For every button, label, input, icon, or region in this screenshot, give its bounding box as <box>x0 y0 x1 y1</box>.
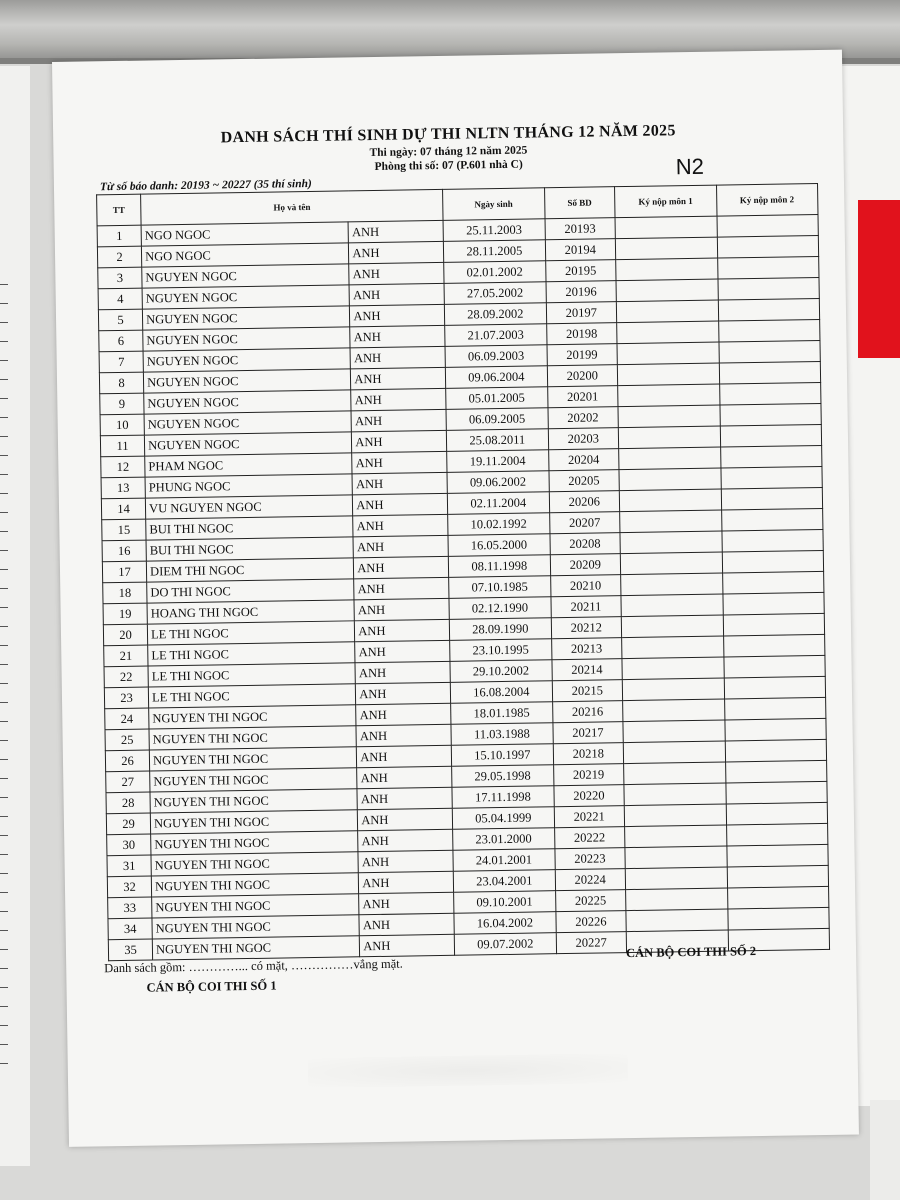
row-dob: 05.04.1999 <box>452 807 554 830</box>
row-sign-2 <box>727 865 829 888</box>
row-candidate-number: 20207 <box>549 512 620 534</box>
row-sign-2 <box>720 466 822 489</box>
row-number: 26 <box>105 750 149 772</box>
row-sign-2 <box>723 655 825 678</box>
row-candidate-number: 20205 <box>549 470 620 492</box>
row-surname: NGUYEN THI NGOC <box>152 894 360 918</box>
row-surname: LE THI NGOC <box>148 663 356 687</box>
row-given-name: ANH <box>357 745 452 767</box>
row-candidate-number: 20213 <box>551 638 622 660</box>
row-number: 35 <box>108 939 152 961</box>
row-number: 5 <box>98 309 142 331</box>
row-surname: LE THI NGOC <box>148 684 356 708</box>
row-number: 23 <box>104 687 148 709</box>
row-dob: 07.10.1985 <box>449 576 551 599</box>
row-candidate-number: 20217 <box>553 722 624 744</box>
row-number: 12 <box>101 456 145 478</box>
row-candidate-number: 20225 <box>555 890 626 912</box>
row-sign-1 <box>622 678 724 701</box>
row-sign-2 <box>717 256 819 279</box>
row-given-name: ANH <box>350 346 445 368</box>
row-given-name: ANH <box>358 808 453 830</box>
row-dob: 10.02.1992 <box>448 513 550 536</box>
exam-date: Thi ngày: 07 tháng 12 năm 2025 <box>369 144 528 160</box>
row-dob: 19.11.2004 <box>447 450 549 473</box>
row-given-name: ANH <box>358 829 453 851</box>
row-sign-2 <box>724 676 826 699</box>
row-given-name: ANH <box>350 325 445 347</box>
row-number: 28 <box>106 792 150 814</box>
row-sign-1 <box>624 783 726 806</box>
row-sign-2 <box>719 382 821 405</box>
table-body <box>97 214 829 960</box>
adjacent-sheet-bottom <box>870 1100 900 1200</box>
row-surname: NGO NGOC <box>141 243 349 267</box>
row-given-name: ANH <box>349 283 444 305</box>
row-sign-1 <box>619 447 721 470</box>
row-sign-1 <box>621 573 723 596</box>
row-sign-2 <box>719 340 821 363</box>
row-number: 10 <box>100 414 144 436</box>
row-number: 29 <box>106 813 150 835</box>
row-sign-2 <box>726 802 828 825</box>
row-given-name: ANH <box>351 409 446 431</box>
row-sign-2 <box>722 592 824 615</box>
row-surname: LE THI NGOC <box>148 642 356 666</box>
adjacent-sheet-left <box>0 66 30 1166</box>
row-given-name: ANH <box>349 262 444 284</box>
row-given-name: ANH <box>355 640 450 662</box>
row-given-name: ANH <box>356 703 451 725</box>
row-dob: 23.01.2000 <box>453 828 555 851</box>
row-candidate-number: 20198 <box>546 323 617 345</box>
row-sign-1 <box>625 867 727 890</box>
row-candidate-number: 20201 <box>547 386 618 408</box>
row-sign-1 <box>619 489 721 512</box>
row-surname: NGUYEN THI NGOC <box>149 747 357 771</box>
row-surname: BUI THI NGOC <box>146 537 354 561</box>
paper-shadow <box>308 1053 628 1088</box>
row-given-name: ANH <box>351 388 446 410</box>
row-sign-2 <box>724 718 826 741</box>
candidate-range: Từ số báo danh: 20193 ~ 20227 (35 thí sinh) <box>99 177 312 194</box>
row-number: 20 <box>103 624 147 646</box>
row-candidate-number: 20210 <box>550 575 621 597</box>
row-dob: 11.03.1988 <box>451 723 553 746</box>
row-candidate-number: 20218 <box>553 743 624 765</box>
row-dob: 24.01.2001 <box>453 849 555 872</box>
row-dob: 09.10.2001 <box>454 891 556 914</box>
row-candidate-number: 20197 <box>546 302 617 324</box>
row-sign-1 <box>625 825 727 848</box>
row-surname: VU NGUYEN NGOC <box>145 495 353 519</box>
row-sign-2 <box>720 403 822 426</box>
row-surname: PHAM NGOC <box>145 453 353 477</box>
row-candidate-number: 20220 <box>553 785 624 807</box>
row-surname: NGUYEN NGOC <box>142 285 350 309</box>
row-dob: 21.07.2003 <box>445 324 547 347</box>
row-surname: NGUYEN THI NGOC <box>149 705 357 729</box>
row-candidate-number: 20204 <box>548 449 619 471</box>
row-given-name: ANH <box>355 619 450 641</box>
row-sign-1 <box>616 258 718 281</box>
row-number: 32 <box>107 876 151 898</box>
row-dob: 05.01.2005 <box>446 387 548 410</box>
row-number: 1 <box>97 225 141 247</box>
row-surname: NGUYEN THI NGOC <box>151 852 359 876</box>
row-given-name: ANH <box>351 367 446 389</box>
row-candidate-number: 20196 <box>546 281 617 303</box>
row-candidate-number: 20221 <box>554 806 625 828</box>
exam-roster-sheet <box>52 50 859 1147</box>
row-candidate-number: 20214 <box>552 659 623 681</box>
row-surname: NGUYEN NGOC <box>144 390 352 414</box>
row-candidate-number: 20195 <box>545 260 616 282</box>
row-candidate-number: 20211 <box>551 596 622 618</box>
row-sign-2 <box>726 844 828 867</box>
row-given-name: ANH <box>359 871 454 893</box>
row-sign-1 <box>623 699 725 722</box>
row-candidate-number: 20223 <box>554 848 625 870</box>
row-dob: 25.08.2011 <box>446 429 548 452</box>
row-dob: 29.05.1998 <box>452 765 554 788</box>
attendance-summary: Danh sách gồm: …………... có mặt, ……………vắng mặt. <box>104 956 403 976</box>
row-sign-1 <box>620 531 722 554</box>
row-sign-1 <box>620 552 722 575</box>
row-sign-1 <box>624 762 726 785</box>
row-dob: 23.04.2001 <box>453 870 555 893</box>
row-sign-1 <box>622 636 724 659</box>
row-number: 14 <box>101 498 145 520</box>
row-dob: 28.09.1990 <box>449 618 551 641</box>
row-sign-1 <box>620 510 722 533</box>
row-sign-1 <box>619 468 721 491</box>
row-number: 13 <box>101 477 145 499</box>
row-dob: 08.11.1998 <box>448 555 550 578</box>
row-sign-2 <box>723 634 825 657</box>
row-surname: BUI THI NGOC <box>146 516 354 540</box>
row-sign-1 <box>618 426 720 449</box>
row-candidate-number: 20206 <box>549 491 620 513</box>
row-candidate-number: 20202 <box>548 407 619 429</box>
row-number: 31 <box>107 855 151 877</box>
row-sign-1 <box>615 216 717 239</box>
row-given-name: ANH <box>353 514 448 536</box>
row-given-name: ANH <box>356 682 451 704</box>
row-number: 24 <box>105 708 149 730</box>
row-number: 9 <box>100 393 144 415</box>
row-sign-1 <box>621 615 723 638</box>
row-number: 27 <box>106 771 150 793</box>
row-given-name: ANH <box>350 304 445 326</box>
row-dob: 15.10.1997 <box>451 744 553 767</box>
row-sign-2 <box>718 277 820 300</box>
row-number: 7 <box>99 351 143 373</box>
header-sbd: Số BD <box>544 187 615 219</box>
row-dob: 06.09.2005 <box>446 408 548 431</box>
header-sign-1: Ký nộp môn 1 <box>615 185 717 218</box>
row-dob: 28.09.2002 <box>444 303 546 326</box>
row-candidate-number: 20193 <box>545 218 616 240</box>
row-given-name: ANH <box>349 241 444 263</box>
row-surname: DIEM THI NGOC <box>146 558 354 582</box>
row-candidate-number: 20227 <box>556 932 627 954</box>
row-surname: NGO NGOC <box>141 222 349 246</box>
row-dob: 09.06.2002 <box>447 471 549 494</box>
row-sign-2 <box>723 613 825 636</box>
row-dob: 06.09.2003 <box>445 345 547 368</box>
row-surname: NGUYEN NGOC <box>143 327 351 351</box>
row-surname: NGUYEN THI NGOC <box>151 831 359 855</box>
row-number: 3 <box>98 267 142 289</box>
row-surname: NGUYEN THI NGOC <box>149 726 357 750</box>
row-sign-1 <box>624 804 726 827</box>
row-candidate-number: 20194 <box>545 239 616 261</box>
row-number: 19 <box>103 603 147 625</box>
row-sign-1 <box>615 237 717 260</box>
row-number: 18 <box>103 582 147 604</box>
row-sign-2 <box>721 487 823 510</box>
row-given-name: ANH <box>354 577 449 599</box>
row-dob: 02.01.2002 <box>444 261 546 284</box>
row-number: 2 <box>97 246 141 268</box>
row-sign-2 <box>727 886 829 909</box>
handwritten-code: N2 <box>675 153 705 180</box>
row-dob: 09.06.2004 <box>445 366 547 389</box>
proctor-2-label: CÁN BỘ COI THI SỐ 2 <box>625 944 757 961</box>
row-sign-1 <box>617 321 719 344</box>
row-dob: 28.11.2005 <box>444 240 546 263</box>
row-given-name: ANH <box>352 430 447 452</box>
row-given-name: ANH <box>357 787 452 809</box>
row-sign-1 <box>626 888 728 911</box>
row-number: 8 <box>99 372 143 394</box>
row-sign-2 <box>718 319 820 342</box>
row-dob: 29.10.2002 <box>450 660 552 683</box>
row-candidate-number: 20224 <box>555 869 626 891</box>
row-number: 21 <box>104 645 148 667</box>
row-dob: 02.11.2004 <box>447 492 549 515</box>
row-candidate-number: 20200 <box>547 365 618 387</box>
row-surname: NGUYEN NGOC <box>142 264 350 288</box>
row-candidate-number: 20209 <box>550 554 621 576</box>
row-given-name: ANH <box>356 724 451 746</box>
row-sign-2 <box>717 214 819 237</box>
header-name: Họ và tên <box>141 189 443 225</box>
row-candidate-number: 20203 <box>548 428 619 450</box>
row-sign-2 <box>720 424 822 447</box>
row-candidate-number: 20215 <box>552 680 623 702</box>
row-given-name: ANH <box>352 451 447 473</box>
row-number: 6 <box>99 330 143 352</box>
row-sign-2 <box>727 907 829 930</box>
row-sign-2 <box>717 235 819 258</box>
row-surname: HOANG THI NGOC <box>147 600 355 624</box>
row-dob: 18.01.1985 <box>451 702 553 725</box>
row-sign-1 <box>618 405 720 428</box>
row-surname: NGUYEN NGOC <box>143 369 351 393</box>
row-number: 16 <box>102 540 146 562</box>
row-sign-1 <box>625 846 727 869</box>
row-candidate-number: 20216 <box>552 701 623 723</box>
row-sign-1 <box>616 279 718 302</box>
red-poster <box>858 200 900 358</box>
row-surname: DO THI NGOC <box>147 579 355 603</box>
row-sign-2 <box>725 760 827 783</box>
row-number: 17 <box>102 561 146 583</box>
row-sign-2 <box>725 739 827 762</box>
row-given-name: ANH <box>358 850 453 872</box>
row-number: 22 <box>104 666 148 688</box>
row-sign-2 <box>720 445 822 468</box>
row-sign-2 <box>726 823 828 846</box>
row-sign-1 <box>626 909 728 932</box>
row-sign-2 <box>718 298 820 321</box>
row-number: 25 <box>105 729 149 751</box>
row-candidate-number: 20226 <box>555 911 626 933</box>
row-surname: NGUYEN THI NGOC <box>152 936 360 960</box>
row-surname: NGUYEN THI NGOC <box>150 789 358 813</box>
row-surname: NGUYEN NGOC <box>144 411 352 435</box>
row-given-name: ANH <box>359 892 454 914</box>
row-dob: 25.11.2003 <box>443 219 545 242</box>
row-sign-2 <box>721 529 823 552</box>
row-surname: NGUYEN NGOC <box>142 306 350 330</box>
header-tt: TT <box>97 194 142 226</box>
row-sign-2 <box>722 571 824 594</box>
row-number: 34 <box>108 918 152 940</box>
row-surname: LE THI NGOC <box>147 621 355 645</box>
row-candidate-number: 20212 <box>551 617 622 639</box>
row-candidate-number: 20208 <box>550 533 621 555</box>
row-dob: 23.10.1995 <box>450 639 552 662</box>
row-surname: PHUNG NGOC <box>145 474 353 498</box>
row-candidate-number: 20219 <box>553 764 624 786</box>
row-given-name: ANH <box>353 535 448 557</box>
row-candidate-number: 20199 <box>547 344 618 366</box>
row-sign-2 <box>722 550 824 573</box>
header-dob: Ngày sinh <box>443 188 545 221</box>
candidate-table <box>96 183 830 961</box>
row-sign-2 <box>721 508 823 531</box>
row-sign-1 <box>621 594 723 617</box>
row-given-name: ANH <box>357 766 452 788</box>
row-dob: 16.08.2004 <box>450 681 552 704</box>
row-dob: 09.07.2002 <box>454 933 556 956</box>
row-surname: NGUYEN THI NGOC <box>150 768 358 792</box>
row-dob: 16.04.2002 <box>454 912 556 935</box>
row-dob: 16.05.2000 <box>448 534 550 557</box>
row-sign-1 <box>616 300 718 323</box>
row-given-name: ANH <box>355 661 450 683</box>
row-number: 11 <box>100 435 144 457</box>
row-sign-2 <box>724 697 826 720</box>
row-dob: 17.11.1998 <box>452 786 554 809</box>
row-dob: 02.12.1990 <box>449 597 551 620</box>
row-sign-1 <box>617 363 719 386</box>
row-given-name: ANH <box>354 598 449 620</box>
row-surname: NGUYEN THI NGOC <box>152 915 360 939</box>
header-sign-2: Ký nộp môn 2 <box>716 183 818 216</box>
row-sign-2 <box>725 781 827 804</box>
row-surname: NGUYEN THI NGOC <box>151 873 359 897</box>
exam-room: Phòng thi số: 07 (P.601 nhà C) <box>374 158 523 173</box>
row-candidate-number: 20222 <box>554 827 625 849</box>
row-sign-2 <box>719 361 821 384</box>
page-title: DANH SÁCH THÍ SINH DỰ THI NLTN THÁNG 12 NĂM 2025 <box>220 122 676 147</box>
row-sign-1 <box>623 720 725 743</box>
row-dob: 27.05.2002 <box>444 282 546 305</box>
row-given-name: ANH <box>348 220 443 242</box>
row-sign-1 <box>617 342 719 365</box>
row-number: 15 <box>102 519 146 541</box>
row-sign-1 <box>623 741 725 764</box>
row-given-name: ANH <box>352 472 447 494</box>
row-given-name: ANH <box>353 493 448 515</box>
proctor-1-label: CÁN BỘ COI THI SỐ 1 <box>146 978 277 995</box>
row-number: 33 <box>108 897 152 919</box>
row-number: 30 <box>107 834 151 856</box>
row-given-name: ANH <box>359 913 454 935</box>
row-surname: NGUYEN NGOC <box>144 432 352 456</box>
row-given-name: ANH <box>360 934 455 956</box>
row-sign-1 <box>618 384 720 407</box>
row-sign-1 <box>622 657 724 680</box>
row-number: 4 <box>98 288 142 310</box>
row-surname: NGUYEN THI NGOC <box>150 810 358 834</box>
row-given-name: ANH <box>354 556 449 578</box>
row-surname: NGUYEN NGOC <box>143 348 351 372</box>
